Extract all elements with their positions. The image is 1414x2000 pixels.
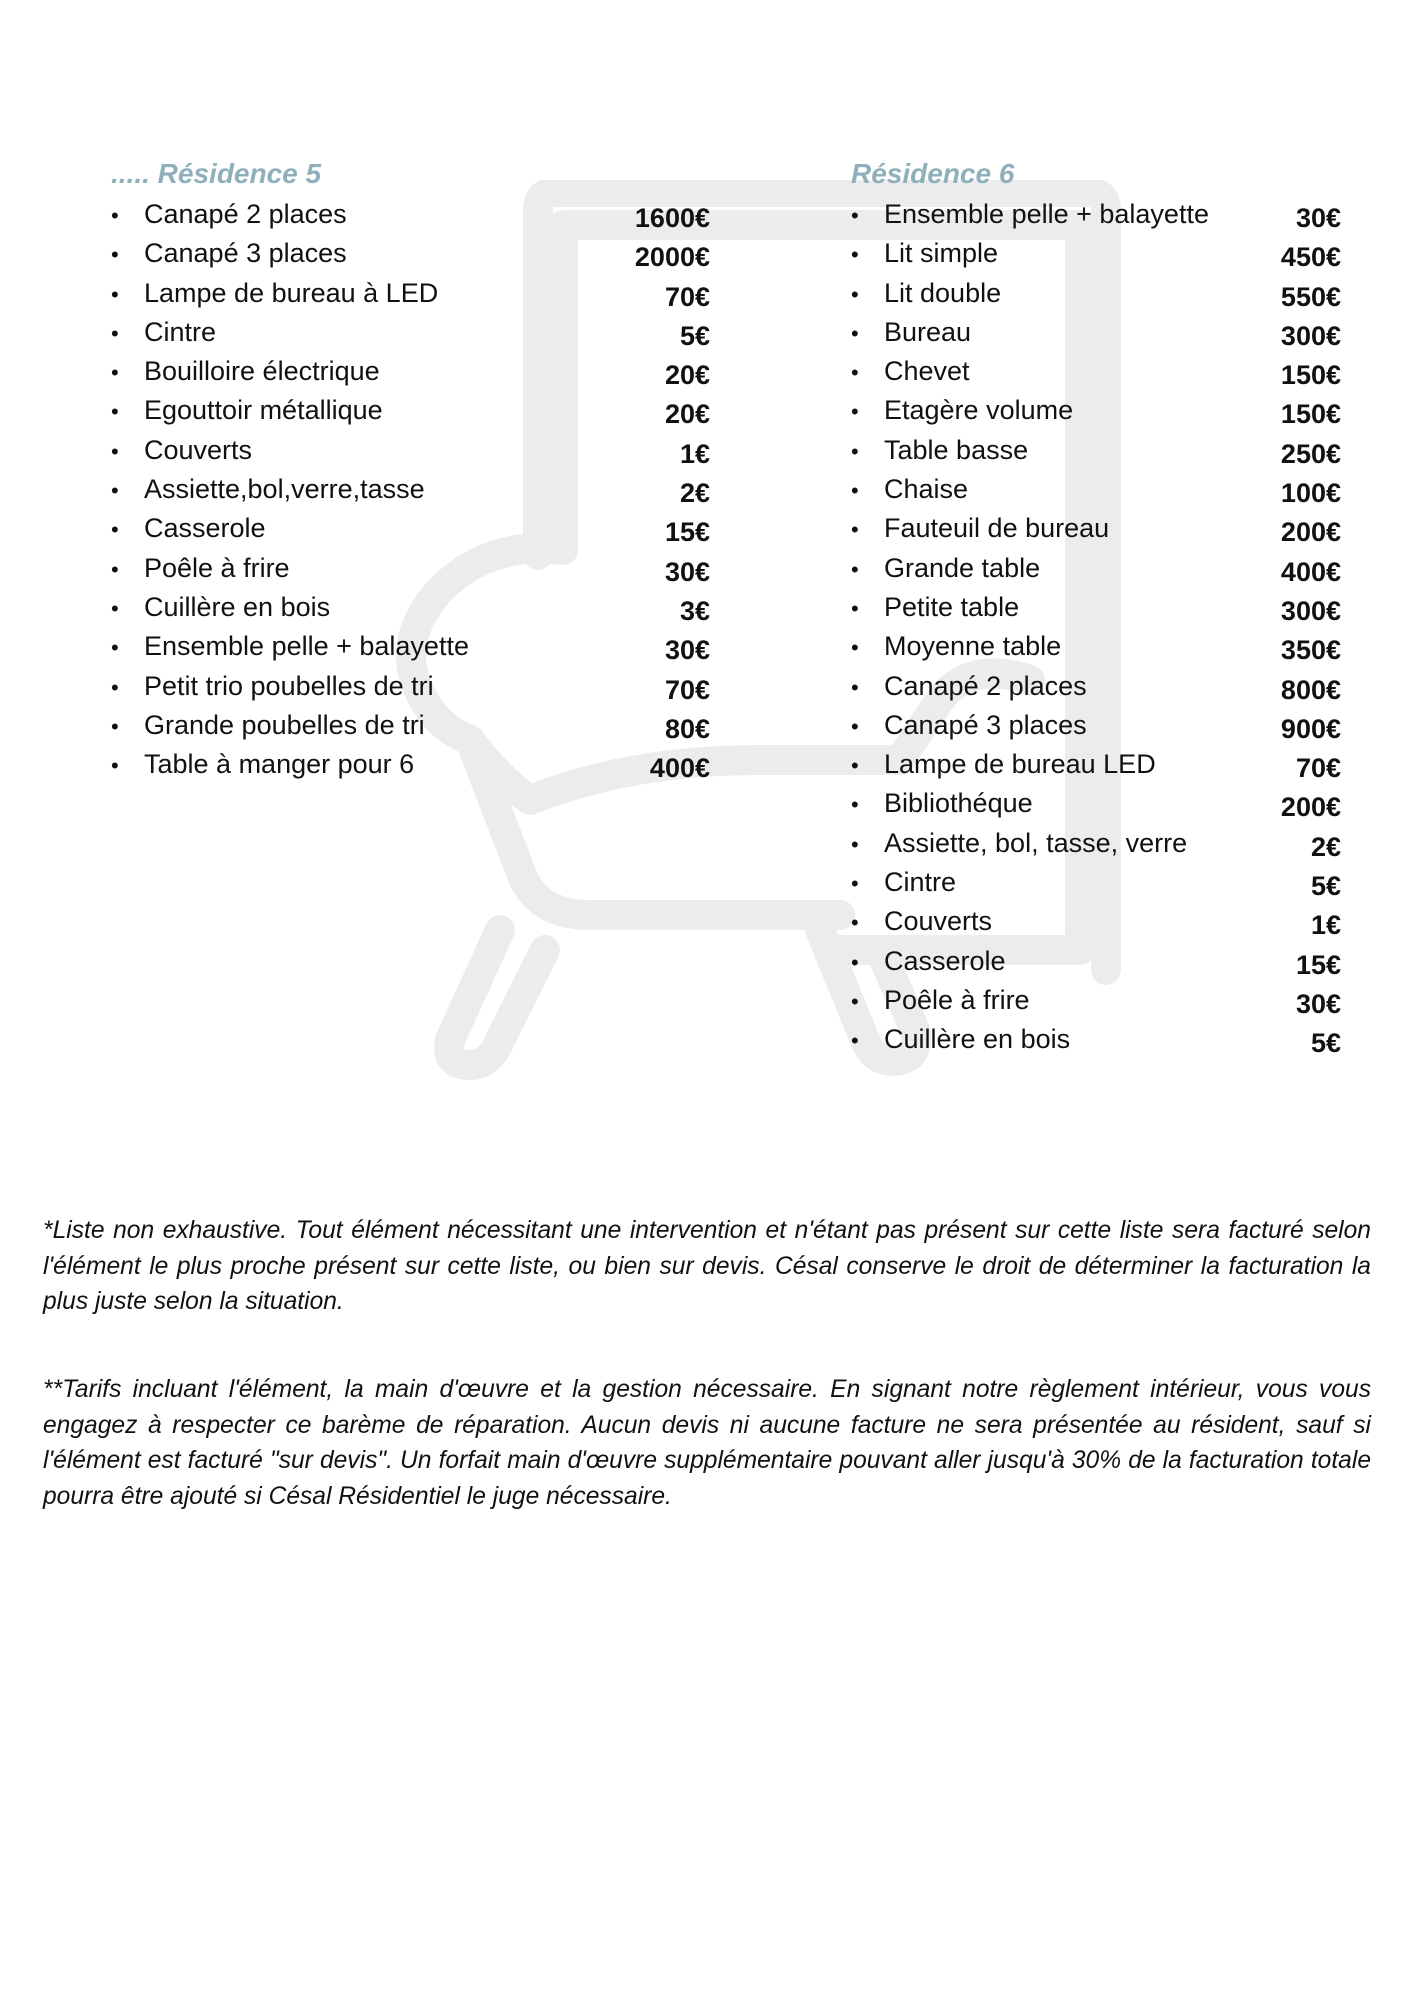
list-item xyxy=(111,234,711,273)
bullet-icon: • xyxy=(851,713,859,739)
list-item xyxy=(851,274,1351,313)
item-price: 1€ xyxy=(679,438,710,469)
bullet-icon: • xyxy=(851,949,859,975)
item-label: Grande poubelles de tri xyxy=(144,709,425,740)
list-item xyxy=(111,549,711,588)
bullet-icon: • xyxy=(851,1028,859,1054)
list-item xyxy=(851,588,1351,627)
list-item xyxy=(851,902,1351,941)
bullet-icon: • xyxy=(851,320,859,346)
item-price: 250€ xyxy=(1280,438,1341,469)
item-label: Canapé 2 places xyxy=(144,199,347,229)
item-price: 5€ xyxy=(1310,1028,1341,1059)
item-price: 3€ xyxy=(679,595,710,626)
item-price: 300€ xyxy=(1280,595,1341,626)
bullet-icon: • xyxy=(111,399,119,425)
item-price: 200€ xyxy=(1280,792,1341,823)
item-price: 200€ xyxy=(1280,517,1341,548)
bullet-icon: • xyxy=(111,438,119,464)
list-item xyxy=(111,588,711,627)
bullet-icon: • xyxy=(851,988,859,1014)
bullet-icon: • xyxy=(851,831,859,857)
item-price: 1€ xyxy=(1310,910,1341,941)
item-price: 20€ xyxy=(664,399,710,430)
item-price: 2€ xyxy=(679,478,710,509)
item-label: Cintre xyxy=(144,316,217,347)
item-label: Poêle à frire xyxy=(884,984,1030,1015)
bullet-icon: • xyxy=(111,478,119,504)
bullet-icon: • xyxy=(851,674,859,700)
item-label: Canapé 2 places xyxy=(884,670,1087,701)
residence-5-title: ..... Résidence 5 xyxy=(111,158,322,189)
item-label: Poêle à frire xyxy=(144,552,290,583)
list-item xyxy=(851,470,1351,509)
item-price: 1600€ xyxy=(634,203,710,233)
item-price: 2€ xyxy=(1310,831,1341,862)
item-label: Grande table xyxy=(884,552,1041,583)
footnote-exhaustive-list: *Liste non exhaustive. Tout élément nécessitant une intervention et n'étant pas présent sur cette liste sera facturé selon l'élément le plus proche présent sur cette liste, ou bien sur devis. Césal conserve le droit de déterminer la facturation la plus juste selon la situation. xyxy=(43,1217,1371,1315)
bullet-icon: • xyxy=(851,792,859,818)
bullet-icon: • xyxy=(111,674,119,700)
list-item xyxy=(111,391,711,430)
list-item xyxy=(111,470,711,509)
item-price: 30€ xyxy=(664,635,710,666)
item-price: 70€ xyxy=(664,674,710,705)
item-price: 5€ xyxy=(679,320,710,351)
bullet-icon: • xyxy=(851,517,859,543)
list-item xyxy=(111,352,711,391)
bullet-icon: • xyxy=(851,635,859,661)
bullet-icon: • xyxy=(111,556,119,582)
bullet-icon: • xyxy=(111,242,119,268)
item-price: 400€ xyxy=(1280,556,1341,587)
item-label: Bouilloire électrique xyxy=(144,356,380,387)
item-label: Couverts xyxy=(884,906,993,937)
list-item xyxy=(111,667,711,706)
bullet-icon: • xyxy=(111,320,119,346)
item-price: 900€ xyxy=(1280,713,1341,744)
item-price: 30€ xyxy=(1295,203,1341,233)
list-item xyxy=(851,313,1351,352)
item-label: Petit trio poubelles de tri xyxy=(144,670,434,701)
list-item xyxy=(111,706,711,745)
item-label: Fauteuil de bureau xyxy=(884,513,1110,544)
item-price: 100€ xyxy=(1280,478,1341,509)
bullet-icon: • xyxy=(851,871,859,897)
bullet-icon: • xyxy=(851,556,859,582)
list-item xyxy=(851,195,1351,234)
list-item xyxy=(111,313,711,352)
bullet-icon: • xyxy=(111,517,119,543)
item-label: Table basse xyxy=(884,434,1029,465)
bullet-icon: • xyxy=(851,242,859,268)
list-item xyxy=(111,431,711,470)
item-label: Canapé 3 places xyxy=(144,238,347,269)
item-label: Ensemble pelle + balayette xyxy=(144,631,469,662)
item-label: Cuillère en bois xyxy=(144,591,331,622)
list-item xyxy=(851,549,1351,588)
bullet-icon: • xyxy=(111,203,119,228)
bullet-icon: • xyxy=(111,635,119,661)
item-price: 5€ xyxy=(1310,871,1341,902)
item-label: Lit simple xyxy=(884,238,999,269)
list-item xyxy=(851,667,1351,706)
residence-5-list xyxy=(111,195,711,784)
item-label: Lit double xyxy=(884,277,1002,308)
list-item xyxy=(111,509,711,548)
bullet-icon: • xyxy=(111,753,119,779)
bullet-icon: • xyxy=(851,360,859,386)
item-label: Cuillère en bois xyxy=(884,1024,1071,1055)
item-price: 400€ xyxy=(649,753,710,784)
list-item xyxy=(851,942,1351,981)
item-price: 70€ xyxy=(1295,753,1341,784)
item-label: Casserole xyxy=(144,513,266,544)
list-item xyxy=(111,627,711,666)
bullet-icon: • xyxy=(851,595,859,621)
item-label: Lampe de bureau LED xyxy=(884,749,1156,780)
item-price: 150€ xyxy=(1280,399,1341,430)
list-item xyxy=(851,509,1351,548)
bullet-icon: • xyxy=(851,203,859,228)
item-label: Chaise xyxy=(884,474,969,505)
bullet-icon: • xyxy=(111,281,119,307)
item-label: Moyenne table xyxy=(884,631,1062,662)
item-label: Assiette, bol, tasse, verre xyxy=(884,827,1188,858)
list-item xyxy=(851,627,1351,666)
list-item xyxy=(851,431,1351,470)
bullet-icon: • xyxy=(851,399,859,425)
footnote-pricing-terms: **Tarifs incluant l'élément, la main d'œuvre et la gestion nécessaire. En signant notre règlement intérieur, vous vous engagez à respecter ce barème de réparation. Aucun devis ni aucune facture ne sera présentée au résident, sauf si l'élément est facturé "sur devis". Un forfait main d'œuvre supplémentaire pouvant aller jusqu'à 30% de la facturation totale pourra être ajouté si Césal Résidentiel le juge nécessaire. xyxy=(43,1376,1371,1510)
bullet-icon: • xyxy=(851,438,859,464)
item-label: Ensemble pelle + balayette xyxy=(884,199,1209,229)
item-label: Bibliothéque xyxy=(884,788,1033,819)
item-price: 2000€ xyxy=(634,242,710,273)
bullet-icon: • xyxy=(111,360,119,386)
bullet-icon: • xyxy=(851,281,859,307)
list-item xyxy=(111,745,711,784)
item-label: Chevet xyxy=(884,356,970,387)
bullet-icon: • xyxy=(111,713,119,739)
item-price: 550€ xyxy=(1280,281,1341,312)
list-item xyxy=(851,745,1351,784)
list-item xyxy=(851,981,1351,1020)
item-price: 15€ xyxy=(664,517,710,548)
item-label: Assiette,bol,verre,tasse xyxy=(144,474,425,505)
item-price: 800€ xyxy=(1280,674,1341,705)
item-label: Lampe de bureau à LED xyxy=(144,277,439,308)
item-price: 80€ xyxy=(664,713,710,744)
residence-6-list xyxy=(851,195,1351,1060)
item-price: 300€ xyxy=(1280,320,1341,351)
list-item xyxy=(851,1020,1351,1059)
list-item xyxy=(851,863,1351,902)
item-label: Cintre xyxy=(884,867,957,898)
residence-6-title: Résidence 6 xyxy=(851,158,1015,189)
item-label: Etagère volume xyxy=(884,395,1074,426)
item-price: 30€ xyxy=(664,556,710,587)
bullet-icon: • xyxy=(851,753,859,779)
bullet-icon: • xyxy=(851,910,859,936)
list-item xyxy=(111,274,711,313)
list-item xyxy=(851,352,1351,391)
item-label: Table à manger pour 6 xyxy=(144,749,415,780)
residence-5-section xyxy=(111,155,711,784)
item-label: Couverts xyxy=(144,434,253,465)
list-item xyxy=(111,195,711,234)
residence-6-section xyxy=(851,155,1351,1060)
item-price: 70€ xyxy=(664,281,710,312)
list-item xyxy=(851,391,1351,430)
list-item xyxy=(851,706,1351,745)
item-price: 20€ xyxy=(664,360,710,391)
bullet-icon: • xyxy=(851,478,859,504)
item-label: Petite table xyxy=(884,591,1020,622)
item-price: 150€ xyxy=(1280,360,1341,391)
list-item xyxy=(851,234,1351,273)
item-price: 450€ xyxy=(1280,242,1341,273)
item-price: 350€ xyxy=(1280,635,1341,666)
item-label: Bureau xyxy=(884,316,972,347)
item-price: 30€ xyxy=(1295,988,1341,1019)
item-label: Casserole xyxy=(884,945,1006,976)
list-item xyxy=(851,824,1351,863)
bullet-icon: • xyxy=(111,595,119,621)
item-label: Canapé 3 places xyxy=(884,709,1087,740)
item-price: 15€ xyxy=(1295,949,1341,980)
list-item xyxy=(851,784,1351,823)
item-label: Egouttoir métallique xyxy=(144,395,383,426)
